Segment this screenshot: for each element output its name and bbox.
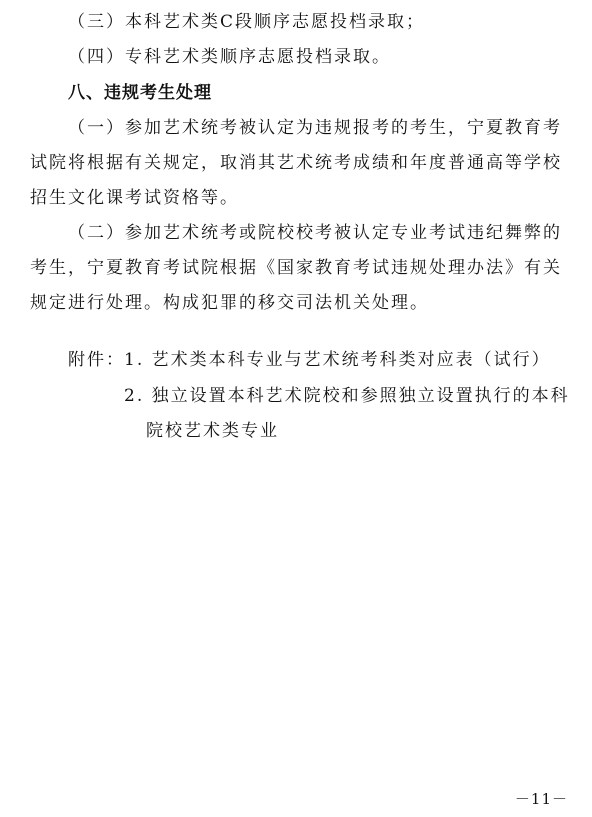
section8-p2-line3: 规定进行处理。构成犯罪的移交司法机关处理。 — [30, 293, 429, 313]
section7-item3: （三）本科艺术类C段顺序志愿投档录取； — [68, 12, 426, 32]
section8-p1-line2: 试院将根据有关规定，取消其艺术统考成绩和年度普通高等学校 — [30, 153, 562, 173]
section8-heading: 八、违规考生处理 — [68, 83, 212, 103]
attachment-item-2-line2: 院校艺术类专业 — [146, 421, 279, 441]
attachments-label: 附件： — [68, 350, 125, 370]
section8-p2-line1: （二）参加艺术统考或院校校考被认定专业考试违纪舞弊的 — [68, 223, 562, 243]
section8-p1-line1: （一）参加艺术统考被认定为违规报考的考生，宁夏教育考 — [68, 118, 562, 138]
section8-p1-line3: 招生文化课考试资格等。 — [30, 188, 239, 208]
attachment-item-2-line1: 2. 独立设置本科艺术院校和参照独立设置执行的本科 — [124, 386, 570, 406]
section7-item4: （四）专科艺术类顺序志愿投档录取。 — [68, 47, 391, 67]
section8-p2-line2: 考生，宁夏教育考试院根据《国家教育考试违规处理办法》有关 — [30, 258, 562, 278]
attachment-item-1: 1. 艺术类本科专业与艺术统考科类对应表（试行） — [124, 350, 551, 370]
page-number: －11－ — [514, 790, 568, 808]
